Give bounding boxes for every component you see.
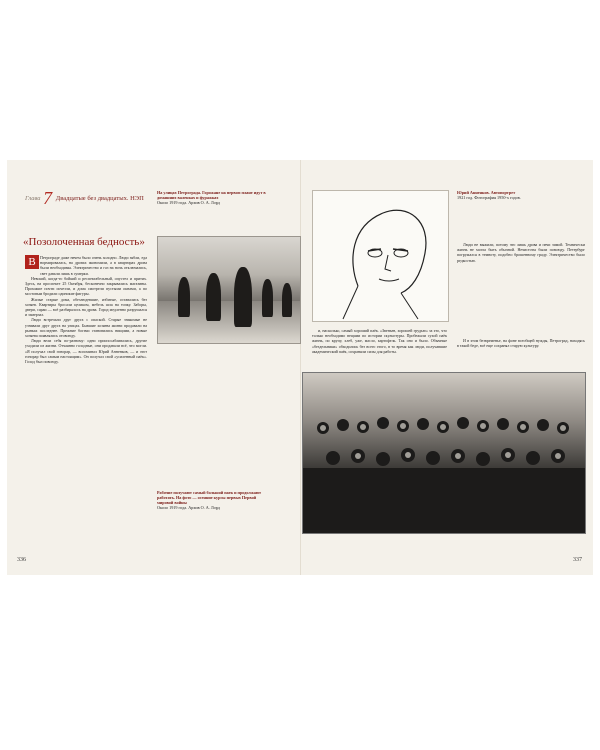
group-photo-caption — [157, 490, 269, 510]
paragraph: и, насколько, самый хороший паёк. «Звеньев, хорошей грудью» за это, что только необходимо вещами по истории скульптуры. Пробежали сухой паёк жизнь, по крупу, хлеб, уже, масло, картофель. Так оно и было. Обычные «бездельники» обходились без всего этого, в то время как люди, получавшие академический паёк, сохраняли силы для работы. — [312, 328, 447, 354]
right-body-text-top — [457, 242, 585, 334]
chapter-number: 7 — [43, 188, 53, 208]
group-photo — [302, 372, 586, 534]
paragraph: Невский, когда-то бойкий и респектабельный, опустел и притих. Здесь, на проспекте 25 Октября, бесконечно закрывались магазины. Прохожие почти исчезли, и дома смотрели пустыми окнами, а по мостовым бродили одинокие фигуры. — [25, 275, 147, 297]
photo1-caption-bold: На улицах Петрограда. Горожане на первом плане идут в домашних валенках и фуражках — [157, 190, 266, 200]
page-number-right: 337 — [573, 557, 582, 563]
portrait-caption-bold: Юрий Анненков. Автопортрет — [457, 190, 516, 195]
photo1-caption — [157, 190, 269, 205]
paragraph: Люди не выжили, потому что лишь дрова и печи зимой. Технически жизнь не могла быть обычной. Нечистоты были повсюду. Петербург погружался в темноту, подобно брошенному граду. Электричество было редкостью. — [457, 242, 585, 263]
portrait-sketch — [312, 190, 449, 322]
left-body-text — [25, 255, 147, 555]
crowd-silhouettes — [303, 373, 585, 533]
page-gutter — [300, 160, 301, 575]
photo1-caption-plain: Около 1919 года. Архив О. А. Лорд — [157, 200, 220, 205]
figure — [262, 279, 273, 317]
running-head — [25, 188, 144, 209]
paragraph: Петрограде даже нечем было очень холодно. Люди зябли, еда нормировалась, на дровах экономили, а в квартирах дрова были необходимы. Электричество и газ на ночь отключались, свет давали лишь в сумерки. — [40, 255, 147, 276]
paragraph: И в этом безвременье, на фоне всеобщей нужды, Петроград, находясь в такой беде, всё еще сохранял старую культуру. — [457, 338, 585, 349]
paragraph: Люди вели себя по-разному: одни приспосабливались, другие уходили из жизни. Отчаянно голодные, они продавали всё, что могли. «Я получал свой гонорар, — вспоминал Юрий Анненков, — и этот гонорар был самым настоящим». Он получал свой «усиленный паёк». Голод был повсюду. — [25, 338, 147, 365]
paragraph: Жилые старые дома, обезлюдевшие, избитые, оставались без хозяев. Квартиры бросали целиком, мебель шла на топку. Заборы, двери, сараи — всё разбиралось на дрова. Город медленно разрушался и замерзал. — [25, 296, 147, 318]
dropcap: В — [25, 255, 39, 269]
portrait-caption — [457, 190, 587, 200]
right-body-text-bottom — [457, 338, 585, 358]
figure — [206, 273, 221, 321]
portrait-drawing — [313, 191, 448, 321]
page-number-left: 336 — [17, 557, 26, 563]
group-photo-caption-plain: Около 1919 года. Архив О. А. Лорд — [157, 505, 220, 510]
book-spread — [7, 160, 593, 575]
chapter-label: Глава — [25, 195, 41, 202]
street-photo — [157, 236, 301, 344]
figure — [282, 283, 292, 317]
group-photo-caption-bold: Рабочие получают самый большой паек и продолжают работать. На фото — осенние курсы первых Первой мировой войны — [157, 490, 262, 505]
portrait-caption-plain: 1921 год. Фотография 1950-х годов. — [457, 195, 521, 200]
figure — [178, 277, 190, 317]
figure — [234, 267, 252, 327]
chapter-title: Двадцатые без двадцатых. НЭП — [55, 195, 144, 202]
paragraph: Люди встречали друг друга с опаской. Старые знакомые не узнавали друг друга на улицах. Бывшие хозяева жизни продавали на рынках последнее. Прежние богачи становились нищими, а новые хозяева появлялись отовсюду. — [25, 317, 147, 339]
section-heading: «Позолоченная бедность» — [23, 236, 145, 248]
